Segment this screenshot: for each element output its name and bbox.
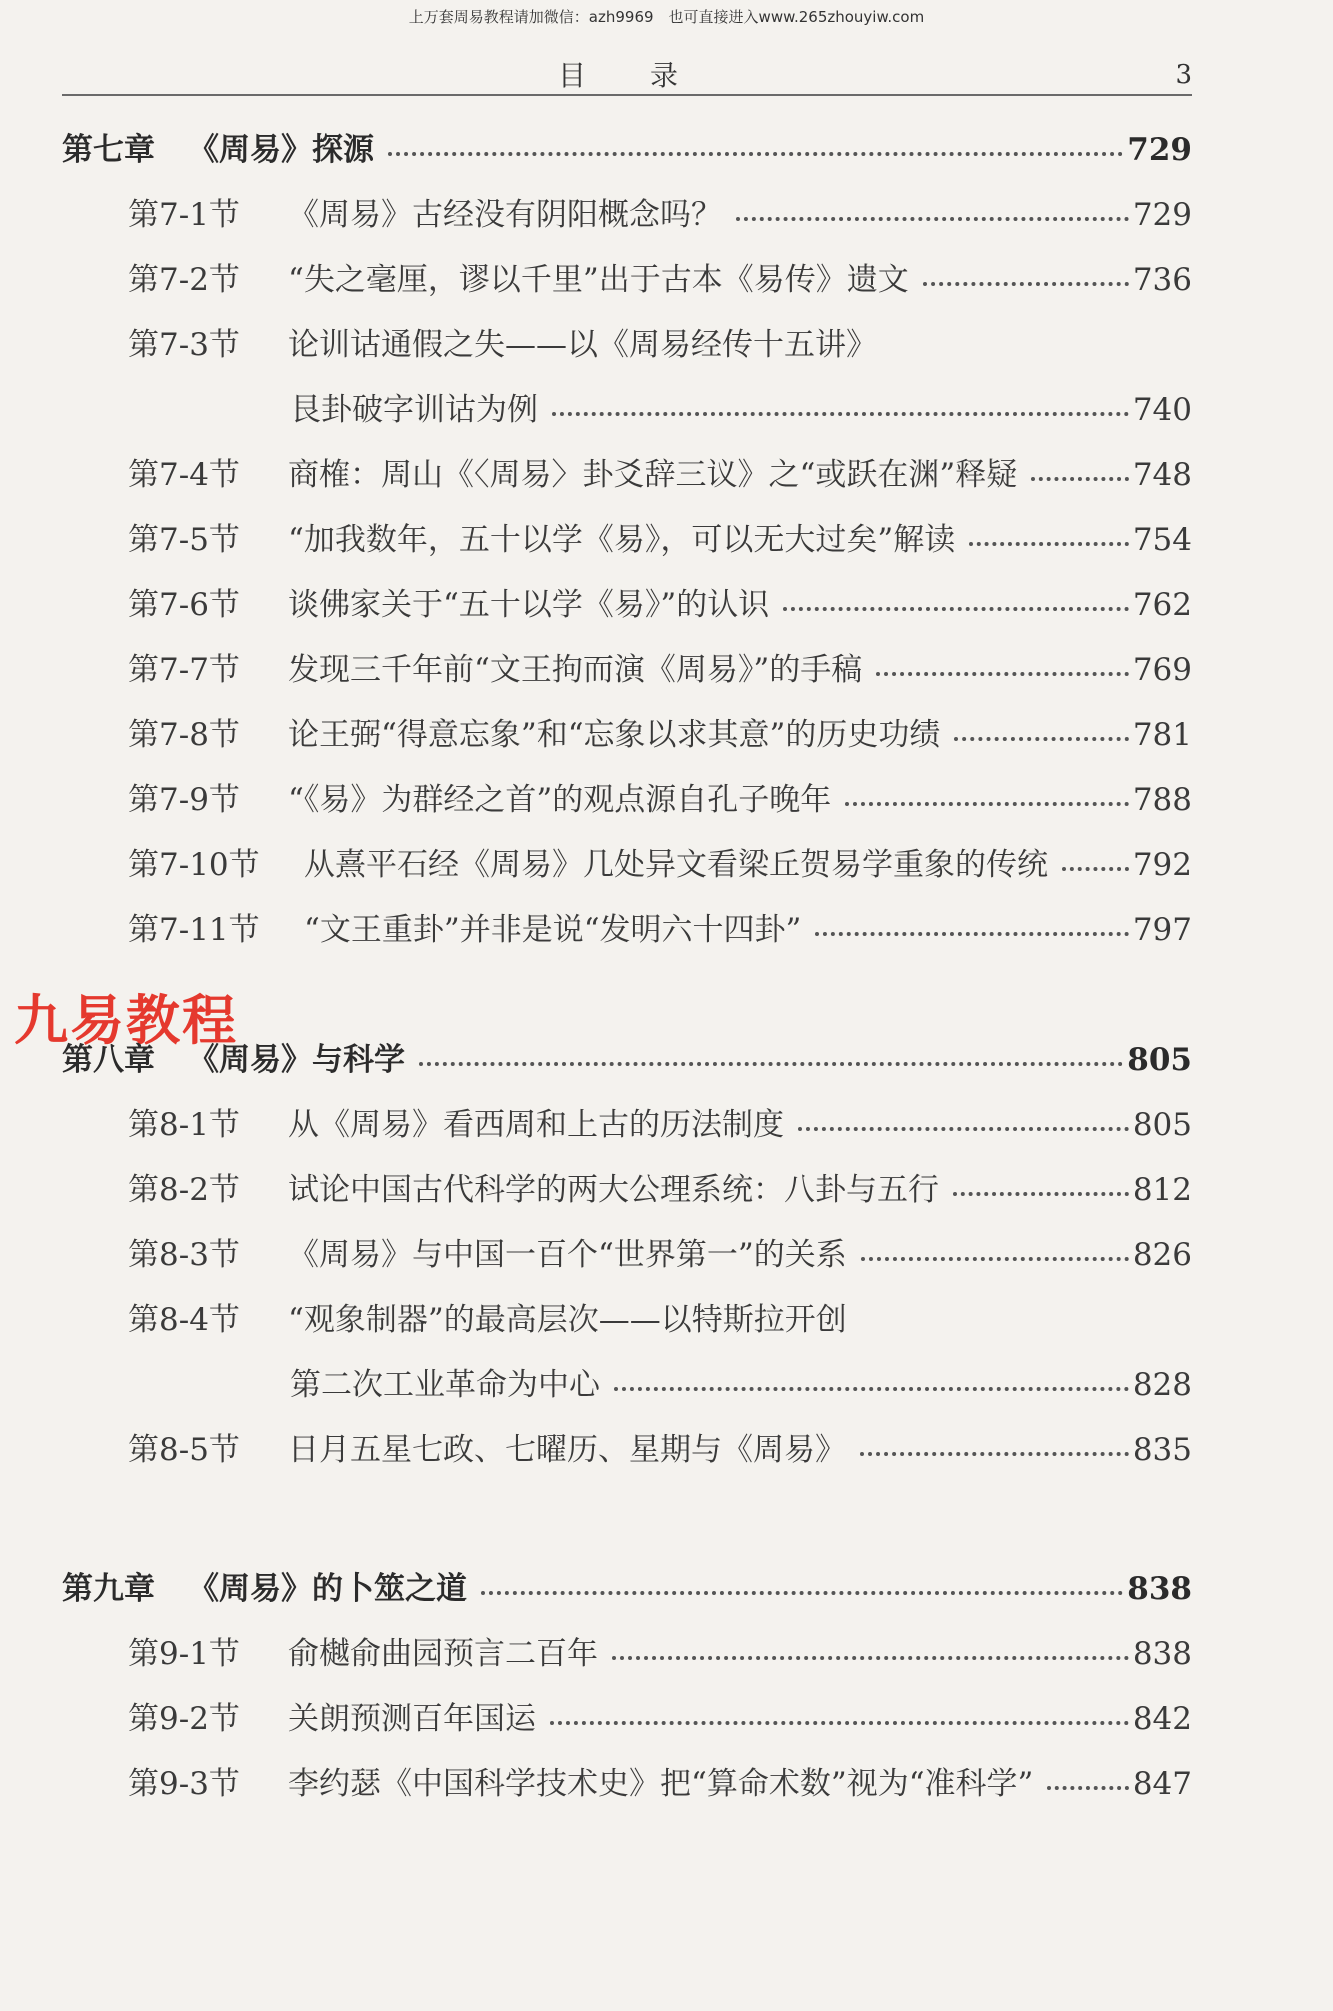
toc-section[interactable]	[128, 514, 1192, 558]
page-ref: 762	[1132, 587, 1192, 623]
toc-section[interactable]	[128, 319, 1192, 363]
page-ref: 805	[1127, 1042, 1192, 1078]
section-title: 李约瑟《中国科学技术史》把“算命术数”视为“准科学”	[288, 1766, 1034, 1802]
leader-dots	[1062, 867, 1129, 871]
leader-dots	[736, 217, 1129, 221]
page-ref: 729	[1127, 132, 1192, 168]
section-title: 《周易》与中国一百个“世界第一”的关系	[288, 1237, 847, 1273]
section-title: 从熹平石经《周易》几处异文看梁丘贺易学重象的传统	[304, 847, 1048, 883]
toc-section[interactable]	[128, 904, 1192, 948]
toc-section[interactable]	[128, 189, 1192, 233]
section-title: 俞樾俞曲园预言二百年	[288, 1636, 598, 1672]
toc-section-continued[interactable]	[290, 384, 1192, 428]
leader-dots	[419, 1062, 1123, 1066]
section-label: 第7-3节	[128, 327, 240, 363]
chapter-label: 第八章	[62, 1042, 155, 1078]
toc-section[interactable]	[128, 1693, 1192, 1737]
page-ref: 826	[1132, 1237, 1192, 1273]
section-title: “加我数年，五十以学《易》，可以无大过矣”解读	[288, 522, 956, 558]
section-title: 试论中国古代科学的两大公理系统：八卦与五行	[288, 1172, 939, 1208]
page-ref: 838	[1132, 1636, 1192, 1672]
section-label: 第7-9节	[128, 782, 240, 818]
chapter-label: 第九章	[62, 1571, 155, 1607]
toc-section[interactable]	[128, 1229, 1192, 1273]
section-title: 谈佛家关于“五十以学《易》”的认识	[288, 587, 770, 623]
leader-dots	[798, 1127, 1129, 1131]
toc-section[interactable]	[128, 449, 1192, 493]
toc-section[interactable]	[128, 579, 1192, 623]
leader-dots	[845, 802, 1129, 806]
leader-dots	[612, 1656, 1129, 1660]
leader-dots	[969, 542, 1129, 546]
section-label: 第7-4节	[128, 457, 240, 493]
section-label: 第7-7节	[128, 652, 240, 688]
section-title: 论训诂通假之失——以《周易经传十五讲》	[288, 327, 877, 363]
section-title: 日月五星七政、七曜历、星期与《周易》	[288, 1432, 846, 1468]
leader-dots	[923, 282, 1129, 286]
toc-section[interactable]	[128, 1294, 1192, 1338]
toc-chapter[interactable]	[62, 1563, 1192, 1607]
section-label: 第8-4节	[128, 1302, 240, 1338]
top-banner: 上万套周易教程请加微信：azh9969 也可直接进入www.265zhouyiw.com	[408, 8, 925, 26]
leader-dots	[552, 412, 1129, 416]
leader-dots	[876, 672, 1129, 676]
section-label: 第9-1节	[128, 1636, 240, 1672]
section-label: 第8-2节	[128, 1172, 240, 1208]
section-label: 第9-3节	[128, 1766, 240, 1802]
section-label: 第7-1节	[128, 197, 240, 233]
page-header	[62, 52, 1192, 96]
section-title: “观象制器”的最高层次——以特斯拉开创	[288, 1302, 847, 1338]
page-ref: 838	[1127, 1571, 1192, 1607]
page-ref: 805	[1132, 1107, 1192, 1143]
leader-dots	[815, 932, 1128, 936]
toc-chapter[interactable]	[62, 1034, 1192, 1078]
page-ref: 835	[1132, 1432, 1192, 1468]
section-label: 第7-5节	[128, 522, 240, 558]
page-ref: 812	[1132, 1172, 1192, 1208]
leader-dots	[614, 1387, 1129, 1391]
section-title: 艮卦破字训诂为例	[290, 392, 538, 428]
section-title: 《周易》古经没有阴阳概念吗？	[288, 197, 722, 233]
leader-dots	[954, 737, 1128, 741]
chapter-title: 《周易》的卜筮之道	[188, 1571, 467, 1607]
section-title: 第二次工业革命为中心	[290, 1367, 600, 1403]
toc-section[interactable]	[128, 839, 1192, 883]
leader-dots	[1031, 477, 1129, 481]
section-title: 从《周易》看西周和上古的历法制度	[288, 1107, 784, 1143]
page-ref: 748	[1132, 457, 1192, 493]
toc-section-continued[interactable]	[290, 1359, 1192, 1403]
page-ref: 792	[1132, 847, 1192, 883]
section-title: “失之毫厘，谬以千里”出于古本《易传》遗文	[288, 262, 909, 298]
page-ref: 828	[1132, 1367, 1192, 1403]
page-ref: 842	[1132, 1701, 1192, 1737]
section-label: 第8-3节	[128, 1237, 240, 1273]
toc-section[interactable]	[128, 1164, 1192, 1208]
leader-dots	[861, 1257, 1129, 1261]
section-title: 商榷：周山《〈周易〉卦爻辞三议》之“或跃在渊”释疑	[288, 457, 1018, 493]
section-title: 论王弼“得意忘象”和“忘象以求其意”的历史功绩	[288, 717, 941, 753]
page-ref: 781	[1132, 717, 1192, 753]
page-ref: 769	[1132, 652, 1192, 688]
section-label: 第7-10节	[128, 847, 260, 883]
leader-dots	[550, 1721, 1129, 1725]
section-title: “《易》为群经之首”的观点源自孔子晚年	[288, 782, 832, 818]
section-label: 第7-2节	[128, 262, 240, 298]
section-label: 第8-1节	[128, 1107, 240, 1143]
leader-dots	[481, 1591, 1123, 1595]
watermark-logo: 九易教程	[14, 989, 238, 1052]
section-title: 关朗预测百年国运	[288, 1701, 536, 1737]
chapter-title: 《周易》与科学	[188, 1042, 405, 1078]
page-ref: 797	[1132, 912, 1192, 948]
section-label: 第7-8节	[128, 717, 240, 753]
chapter-title: 《周易》探源	[188, 132, 374, 168]
toc-section[interactable]	[128, 1628, 1192, 1672]
section-label: 第7-11节	[128, 912, 260, 948]
section-title: 发现三千年前“文王拘而演《周易》”的手稿	[288, 652, 863, 688]
section-label: 第9-2节	[128, 1701, 240, 1737]
page-ref: 788	[1132, 782, 1192, 818]
page-ref: 847	[1132, 1766, 1192, 1802]
toc-section[interactable]	[128, 254, 1192, 298]
toc-section[interactable]	[128, 774, 1192, 818]
leader-dots	[388, 152, 1123, 156]
section-label: 第8-5节	[128, 1432, 240, 1468]
chapter-label: 第七章	[62, 132, 155, 168]
leader-dots	[860, 1452, 1129, 1456]
toc-section[interactable]	[128, 1424, 1192, 1468]
section-title: “文王重卦”并非是说“发明六十四卦”	[304, 912, 802, 948]
page-title: 目 录	[557, 59, 696, 92]
toc-section[interactable]	[128, 644, 1192, 688]
leader-dots	[783, 607, 1129, 611]
page-number: 3	[1175, 60, 1192, 90]
page-ref: 729	[1132, 197, 1192, 233]
page-ref: 740	[1132, 392, 1192, 428]
toc-section[interactable]	[128, 1758, 1192, 1802]
page-ref: 736	[1132, 262, 1192, 298]
toc-chapter[interactable]	[62, 124, 1192, 168]
toc-section[interactable]	[128, 1099, 1192, 1143]
section-label: 第7-6节	[128, 587, 240, 623]
toc-section[interactable]	[128, 709, 1192, 753]
leader-dots	[953, 1192, 1129, 1196]
leader-dots	[1047, 1786, 1128, 1790]
page-ref: 754	[1132, 522, 1192, 558]
